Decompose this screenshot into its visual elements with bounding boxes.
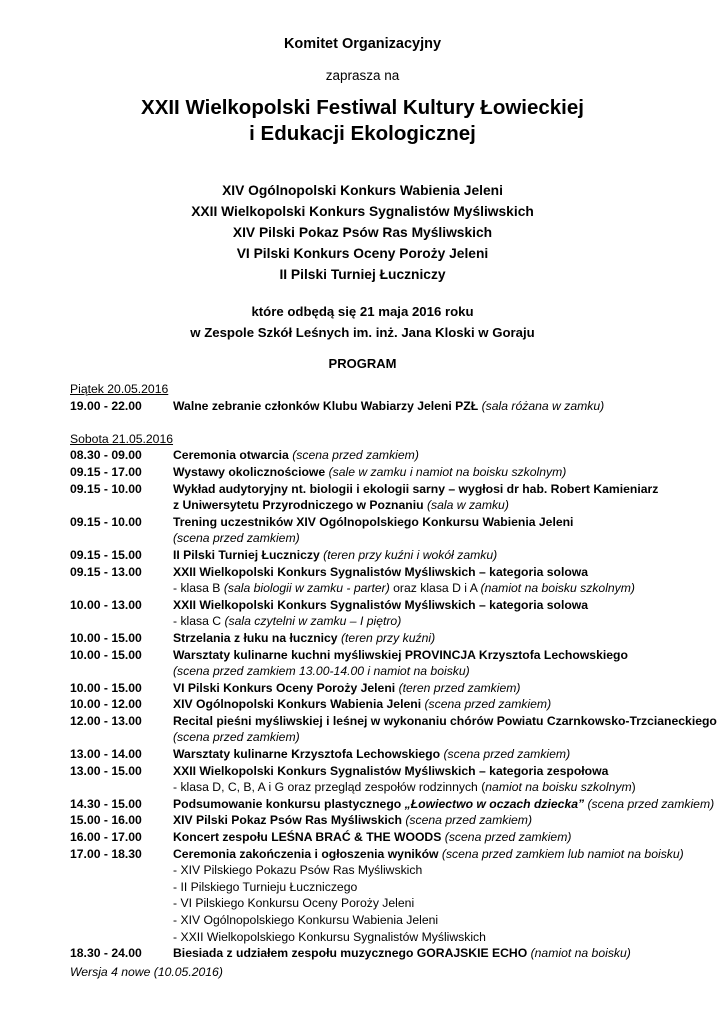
schedule-row: [70, 547, 710, 564]
schedule-desc: XIV Ogólnopolski Konkurs Wabienia Jeleni (scena przed zamkiem): [173, 697, 552, 712]
schedule-time: 10.00 - 15.00: [70, 647, 142, 662]
schedule-time: 09.15 - 13.00: [70, 564, 142, 579]
schedule-row: [70, 630, 710, 647]
schedule-row: [70, 796, 715, 813]
schedule-time: 09.15 - 10.00: [70, 481, 142, 496]
schedule-time: 10.00 - 15.00: [70, 630, 142, 645]
invites-text: zaprasza na: [325, 68, 400, 83]
schedule-row: [70, 713, 717, 746]
schedule-row: [70, 746, 710, 763]
schedule-desc: XXII Wielkopolski Konkurs Sygnalistów Myśliwskich – kategoria zespołowa - klasa D, C, B, A i G oraz przegląd zespołów rodzinnych (namiot na boisku szkolnym): [173, 763, 636, 795]
schedule-row: [70, 481, 710, 514]
schedule-time: 13.00 - 14.00: [70, 747, 142, 762]
organizer-heading: Komitet Organizacyjny: [283, 36, 442, 52]
schedule-row: [70, 597, 710, 630]
results-list-item: - XIV Ogólnopolskiego Konkursu Wabienia Jeleni: [173, 913, 439, 927]
schedule-desc: XXII Wielkopolski Konkurs Sygnalistów Myśliwskich – kategoria solowa - klasa B (sala biologii w zamku - parter) oraz klasa D i A (namiot na boisku szkolnym): [173, 564, 635, 596]
schedule-time: 09.15 - 17.00: [70, 464, 142, 479]
day-heading: Sobota 21.05.2016: [70, 431, 174, 446]
schedule-time: 09.15 - 15.00: [70, 547, 142, 562]
schedule-row: [70, 846, 710, 946]
schedule-row: [70, 447, 710, 464]
schedule-row: [70, 564, 710, 597]
festival-title-line1: XXII Wielkopolski Festiwal Kultury Łowieckiej: [141, 96, 584, 119]
program-heading: PROGRAM: [328, 356, 397, 371]
schedule-time: 17.00 - 18.30: [70, 846, 142, 861]
results-list-item: - II Pilskiego Turnieju Łuczniczego: [173, 879, 358, 894]
schedule-row: [70, 680, 710, 697]
event-venue: w Zespole Szkół Leśnych im. inż. Jana Kloski w Goraju: [190, 325, 535, 340]
schedule-time: 10.00 - 13.00: [70, 597, 142, 612]
results-list-item: - XIV Pilskiego Pokazu Psów Ras Myśliwskich: [173, 863, 423, 878]
schedule-row: [70, 398, 710, 415]
results-list-item: - XXII Wielkopolskiego Konkursu Sygnalistów Myśliwskich: [173, 929, 486, 944]
event-date-venue: [0, 301, 725, 343]
schedule-desc: Podsumowanie konkursu plastycznego „Łowiectwo w oczach dziecka” (scena przed zamkiem): [173, 796, 715, 811]
schedule-desc: Wykład audytoryjny nt. biologii i ekologii sarny – wygłosi dr hab. Robert Kamieniarz z Uniwersytetu Przyrodniczego w Poznaniu (sala w zamku): [173, 481, 659, 513]
schedule-time: 12.00 - 13.00: [70, 713, 142, 728]
contest-item: XIV Pilski Pokaz Psów Ras Myśliwskich: [232, 225, 493, 240]
schedule-row: [70, 763, 710, 796]
schedule-desc: II Pilski Turniej Łuczniczy (teren przy kuźni i wokół zamku): [173, 547, 498, 562]
festival-title-line2: i Edukacji Ekologicznej: [249, 122, 476, 145]
schedule-time: 13.00 - 15.00: [70, 763, 142, 778]
day-friday: [70, 381, 710, 414]
schedule-row: [70, 464, 710, 481]
schedule-row: [70, 514, 710, 547]
schedule-desc: Biesiada z udziałem zespołu muzycznego GORAJSKIE ECHO (namiot na boisku): [173, 946, 631, 961]
schedule-row: [70, 829, 710, 846]
schedule-time: 09.15 - 10.00: [70, 514, 142, 529]
schedule-row: [70, 696, 710, 713]
schedule-time: 15.00 - 16.00: [70, 813, 142, 828]
schedule-time: 16.00 - 17.00: [70, 830, 142, 845]
schedule-desc: Ceremonia zakończenia i ogłoszenia wyników (scena przed zamkiem lub namiot na boisku) - XIV Pilskiego Pokazu Psów Ras Myśliwskich - II Pilskiego Turnieju Łuczniczego - VI Pilskiego Konkursu Oceny Poroży Jeleni - XIV Ogólnopolskiego Konkursu Wabienia Jeleni - XXII Wielkopolskiego Konkursu Sygnalistów Myśliwskich: [173, 846, 710, 946]
schedule-desc: Warsztaty kulinarne Krzysztofa Lechowskiego (scena przed zamkiem): [173, 747, 571, 762]
schedule-desc: Wystawy okolicznościowe (sale w zamku i namiot na boisku szkolnym): [173, 464, 567, 479]
schedule-row: [70, 647, 710, 680]
schedule-desc: XIV Pilski Pokaz Psów Ras Myśliwskich (scena przed zamkiem): [173, 813, 533, 828]
schedule-desc: Trening uczestników XIV Ogólnopolskiego Konkursu Wabienia Jeleni (scena przed zamkiem): [173, 514, 574, 546]
schedule-time: 18.30 - 24.00: [70, 946, 142, 961]
schedule-desc: Strzelania z łuku na łucznicy (teren przy kuźni): [173, 630, 436, 645]
festival-title: [0, 95, 725, 147]
schedule-desc: Recital pieśni myśliwskiej i leśnej w wykonaniu chórów Powiatu Czarnkowsko-Trzcianeckiego (scena przed zamkiem): [173, 713, 717, 745]
contest-item: XIV Ogólnopolski Konkurs Wabienia Jeleni: [222, 183, 503, 198]
schedule-desc: Warsztaty kulinarne kuchni myśliwskiej PROVINCJA Krzysztofa Lechowskiego (scena przed zamkiem 13.00-14.00 i namiot na boisku): [173, 647, 628, 679]
contest-item: VI Pilski Konkurs Oceny Poroży Jeleni: [236, 246, 489, 261]
results-list-item: - VI Pilskiego Konkursu Oceny Poroży Jeleni: [173, 896, 415, 911]
day-saturday: [70, 431, 717, 962]
contest-item: XXII Wielkopolski Konkurs Sygnalistów Myśliwskich: [191, 204, 534, 219]
schedule-time: 10.00 - 12.00: [70, 697, 142, 712]
schedule-desc: Walne zebranie członków Klubu Wabiarzy Jeleni PZŁ (sala różana w zamku): [173, 398, 605, 413]
schedule-row: [70, 812, 710, 829]
contest-item: II Pilski Turniej Łuczniczy: [279, 267, 446, 282]
schedule-time: 14.30 - 15.00: [70, 796, 142, 811]
schedule-time: 08.30 - 09.00: [70, 448, 142, 463]
schedule-desc: Ceremonia otwarcia (scena przed zamkiem): [173, 448, 419, 463]
schedule-desc: XXII Wielkopolski Konkurs Sygnalistów Myśliwskich – kategoria solowa - klasa C (sala czytelni w zamku – I piętro): [173, 597, 589, 629]
contests-list: [0, 180, 725, 285]
schedule-desc: Koncert zespołu LEŚNA BRAĆ & THE WOODS (scena przed zamkiem): [173, 830, 572, 845]
schedule-time: 19.00 - 22.00: [70, 398, 142, 413]
version-note: Wersja 4 nowe (10.05.2016): [70, 964, 223, 979]
schedule-time: 10.00 - 15.00: [70, 680, 142, 695]
event-date: które odbędą się 21 maja 2016 roku: [251, 304, 474, 319]
program-schedule: [70, 381, 717, 980]
schedule-row: [70, 945, 710, 962]
day-heading: Piątek 20.05.2016: [70, 382, 169, 396]
schedule-desc: VI Pilski Konkurs Oceny Poroży Jeleni (teren przed zamkiem): [173, 680, 521, 695]
